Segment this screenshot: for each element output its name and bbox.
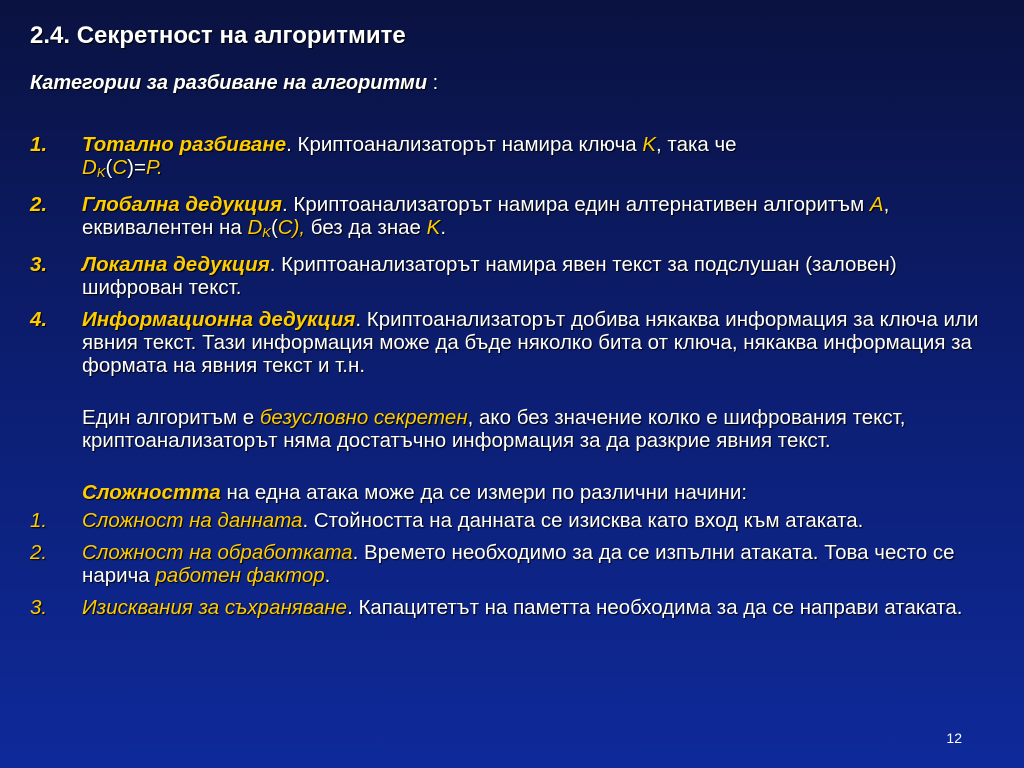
text: на една атака може да се измери по различни начини:: [220, 481, 748, 504]
list-item-number: 1.: [30, 509, 48, 532]
var-a: A: [869, 193, 884, 216]
var-d-subscript: K: [96, 165, 106, 180]
term: Глобална дедукция: [82, 193, 283, 216]
page-number: 12: [946, 730, 962, 746]
term: Сложността: [82, 481, 221, 504]
term: работен фактор: [155, 564, 325, 587]
var-d: [82, 156, 105, 179]
term: Сложност на данната: [82, 509, 303, 532]
list-item-text: [82, 541, 1000, 587]
term: Информационна дедукция: [82, 308, 356, 331]
list-item-text: [82, 596, 1000, 619]
list-item: [30, 193, 1000, 244]
var-d-letter: D: [82, 156, 97, 179]
text: (: [105, 156, 113, 179]
text: . Криптоанализаторът добива някаква информация за ключа или явния текст. Тази информация може да бъде няколко бита от ключа, някаква информация за формата на явния текст и т.н.: [82, 308, 979, 377]
list-item: [30, 253, 1000, 299]
text: . Капацитетът на паметта необходима за да се направи атаката.: [347, 596, 963, 619]
paragraph-complexity: [30, 481, 1000, 504]
text: . Стойността на данната се изисква като вход към атаката.: [302, 509, 864, 532]
list-item-text: [82, 253, 1000, 299]
slide-title: 2.4. Секретност на алгоритмите: [30, 22, 406, 49]
subtitle: [30, 72, 438, 95]
list-item-number: 4.: [30, 308, 48, 331]
list-item-number: 2.: [30, 541, 48, 564]
text: .: [440, 216, 447, 239]
term: Изисквания за съхраняване: [82, 596, 348, 619]
text: . Криптоанализаторът намира явен текст за подслушан (заловен) шифрован текст.: [82, 253, 897, 299]
text: , еквивалентен на: [82, 193, 890, 239]
term: безусловно секретен: [259, 406, 468, 429]
var-c: C: [112, 156, 128, 179]
var-k: K: [426, 216, 441, 239]
list-item-text: [82, 193, 1000, 244]
var-d: [247, 216, 270, 239]
list-item-number: 1.: [30, 133, 48, 156]
list-item-text: [82, 133, 1000, 184]
var-d-subscript: K: [262, 225, 271, 240]
slide-content: [30, 133, 1000, 619]
term: Локална дедукция: [82, 253, 270, 276]
text: , така че: [656, 133, 737, 156]
subtitle-text: Категории за разбиване на алгоритми: [30, 72, 428, 94]
text: . Криптоанализаторът намира един алтернативен алгоритъм: [282, 193, 870, 216]
var-k: K: [642, 133, 657, 156]
text: . Времето необходимо за да се изпълни атаката. Това често се нарича: [82, 541, 955, 587]
text: .: [156, 156, 163, 179]
text: , ако без значение колко е шифрования текст, криптоанализаторът няма достатъчно информация за да разкрие явния текст.: [82, 406, 906, 452]
list-item: [30, 596, 1000, 619]
subtitle-colon: :: [427, 72, 439, 94]
term: Сложност на обработката: [82, 541, 353, 564]
var-p: P: [145, 156, 157, 179]
list-item: [30, 133, 1000, 184]
var-c: C: [277, 216, 293, 239]
list-item-text: [82, 509, 1000, 532]
text: .: [324, 564, 331, 587]
text: Един алгоритъм е: [82, 406, 260, 429]
paragraph-unconditional: [30, 406, 1000, 452]
list-item-text: [82, 308, 1000, 377]
text: . Криптоанализаторът намира ключа: [286, 133, 643, 156]
list-item-number: 2.: [30, 193, 48, 216]
text: без да знае: [305, 216, 427, 239]
list-item-number: 3.: [30, 596, 48, 619]
list-item: [30, 541, 1000, 587]
term: Тотално разбиване: [82, 133, 287, 156]
text: (: [270, 216, 278, 239]
list-item: [30, 509, 1000, 532]
text: ),: [292, 216, 306, 239]
text: )=: [127, 156, 146, 179]
list-item-number: 3.: [30, 253, 48, 276]
list-item: [30, 308, 1000, 377]
var-d-letter: D: [247, 216, 263, 239]
